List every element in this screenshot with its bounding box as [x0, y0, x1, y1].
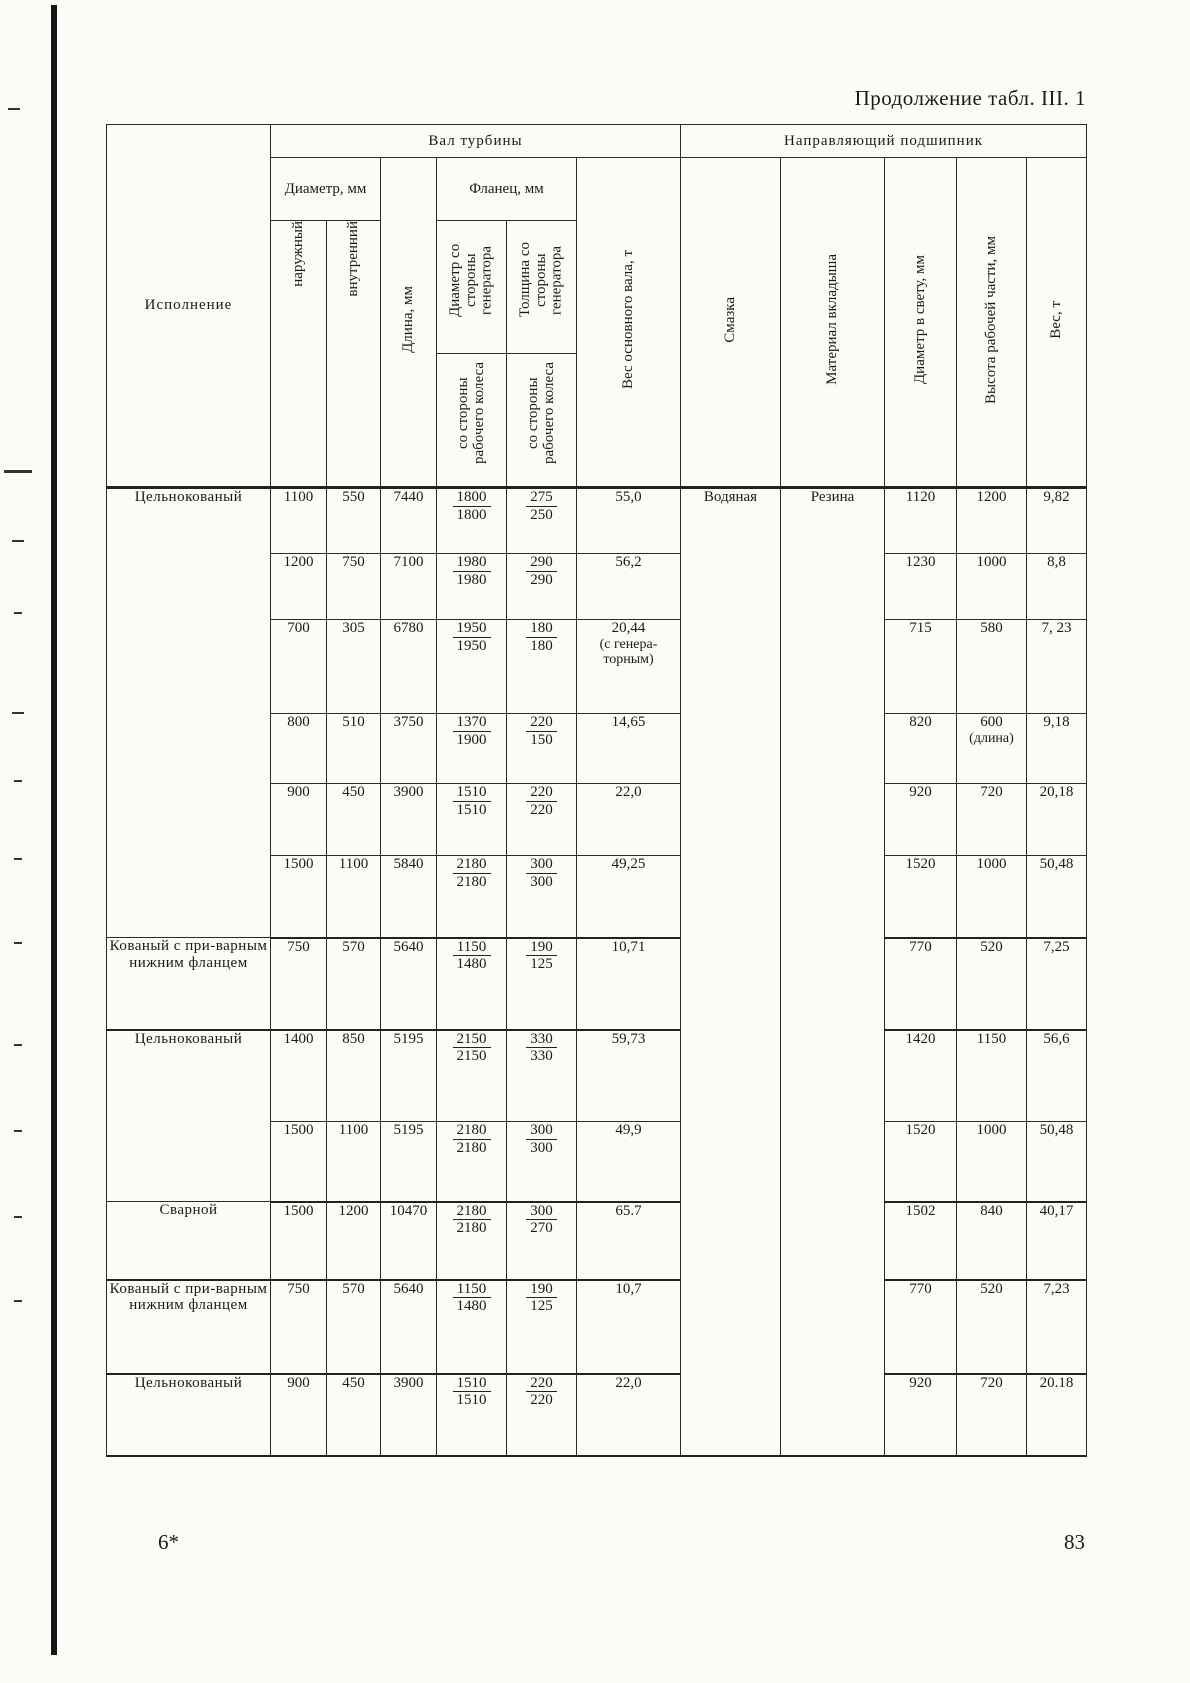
- header-ves-label: Вес, т: [1047, 300, 1064, 339]
- fraction-denominator: 250: [530, 506, 553, 523]
- cell-ves-vala: [577, 1122, 681, 1202]
- cell-naruzhny: 1400: [271, 1030, 327, 1122]
- cell-dlina: 5840: [381, 856, 437, 938]
- vysota-value: 1200: [976, 489, 1007, 505]
- ves-vala-value: 22,0: [615, 784, 642, 800]
- cell-flanets-tolshchina: [507, 1202, 577, 1280]
- cell-vysota: [957, 620, 1027, 714]
- ves-vala-value: 49,25: [611, 856, 646, 872]
- cell-vysota: [957, 714, 1027, 784]
- fraction-denominator: 270: [530, 1220, 553, 1237]
- fraction-denominator: 150: [530, 731, 553, 748]
- cell-vysota: [957, 1280, 1027, 1374]
- header-diam-gen: [437, 221, 507, 354]
- cell-ispolnenie: Цельнокованый: [107, 1030, 271, 1202]
- fraction-numerator: 300: [526, 1203, 557, 1221]
- cell-vysota: [957, 1374, 1027, 1456]
- margin-mark: [14, 1216, 22, 1218]
- cell-flanets-diametr: [437, 784, 507, 856]
- cell-ves-vala: [577, 1202, 681, 1280]
- fraction: [453, 1031, 491, 1066]
- cell-ves-vala: [577, 1374, 681, 1456]
- cell-vnutrenniy: 570: [327, 1280, 381, 1374]
- cell-dlina: 7440: [381, 488, 437, 554]
- cell-ves-vala: [577, 554, 681, 620]
- cell-naruzhny: 1500: [271, 1122, 327, 1202]
- ves-vala-value: 55,0: [615, 489, 642, 505]
- margin-mark: [14, 612, 22, 614]
- fraction-denominator: 125: [530, 1298, 553, 1315]
- margin-mark: [14, 1130, 22, 1132]
- fraction-numerator: 275: [526, 489, 557, 507]
- cell-flanets-diametr: [437, 1374, 507, 1456]
- fraction-numerator: 1510: [453, 784, 491, 802]
- cell-naruzhny: 700: [271, 620, 327, 714]
- fraction: [526, 554, 557, 589]
- fraction: [526, 489, 557, 524]
- header-napr-podshipnik: Направляющий подшипник: [681, 125, 1087, 158]
- fraction-numerator: 290: [526, 554, 557, 572]
- fraction-numerator: 300: [526, 1122, 557, 1140]
- cell-naruzhny: 750: [271, 1280, 327, 1374]
- fraction-denominator: 1480: [456, 956, 487, 973]
- fraction: [453, 620, 491, 655]
- cell-dlina: 6780: [381, 620, 437, 714]
- cell-ispolnenie: Цельнокованый: [107, 1374, 271, 1456]
- header-vnutrenniy-label: внутренний: [344, 221, 361, 297]
- fraction: [526, 1281, 557, 1316]
- margin-mark: [4, 470, 32, 473]
- margin-mark: [14, 1300, 22, 1302]
- fraction-denominator: 1900: [456, 731, 487, 748]
- fraction: [526, 939, 557, 974]
- header-tolsh-gen-label: Толщина со стороны генератора: [516, 242, 565, 318]
- fraction: [526, 1203, 557, 1238]
- cell-dlina: 3900: [381, 1374, 437, 1456]
- fraction: [453, 784, 491, 819]
- cell-dlina: 3900: [381, 784, 437, 856]
- cell-flanets-tolshchina: [507, 1122, 577, 1202]
- margin-mark: [14, 1044, 22, 1046]
- fraction: [526, 1122, 557, 1157]
- table-row: [107, 938, 1087, 1030]
- cell-vysota: [957, 1202, 1027, 1280]
- vysota-value: 1000: [976, 856, 1007, 872]
- header-material-label: Материал вкладыша: [823, 254, 840, 385]
- fraction-numerator: 1150: [453, 1281, 491, 1299]
- fraction-numerator: 1150: [453, 939, 491, 957]
- cell-naruzhny: 1500: [271, 856, 327, 938]
- cell-smazka: Водяная: [681, 488, 781, 1456]
- header-smazka-label: Смазка: [721, 296, 738, 343]
- vysota-value: 1150: [976, 1030, 1007, 1047]
- fraction: [453, 856, 491, 891]
- fraction: [453, 554, 491, 589]
- cell-ves: 20.18: [1027, 1374, 1087, 1456]
- cell-flanets-diametr: [437, 488, 507, 554]
- fraction: [526, 784, 557, 819]
- cell-dlina: 5640: [381, 1280, 437, 1374]
- ves-vala-value: 10,71: [611, 938, 646, 955]
- cell-ves: 9,18: [1027, 714, 1087, 784]
- cell-flanets-tolshchina: [507, 856, 577, 938]
- fraction-denominator: 2180: [456, 1220, 487, 1237]
- cell-ispolnenie: Кованый с при-варным нижним фланцем: [107, 938, 271, 1030]
- cell-vnutrenniy: 570: [327, 938, 381, 1030]
- fraction-denominator: 1510: [456, 1392, 487, 1409]
- header-ves-vala-label: Вес основного вала, т: [619, 250, 636, 390]
- header-rk-2: [507, 354, 577, 488]
- cell-diam-svetu: 920: [885, 1374, 957, 1456]
- cell-flanets-diametr: [437, 714, 507, 784]
- ves-vala-value: 14,65: [611, 714, 646, 730]
- cell-flanets-tolshchina: [507, 714, 577, 784]
- vysota-value: 520: [980, 938, 1003, 955]
- vysota-value: 840: [980, 1202, 1003, 1219]
- fraction-denominator: 2180: [456, 873, 487, 890]
- fraction-numerator: 2150: [453, 1031, 491, 1049]
- fraction: [453, 1203, 491, 1238]
- header-flanets: Фланец, мм: [437, 158, 577, 221]
- cell-ves: 50,48: [1027, 856, 1087, 938]
- fraction-denominator: 1980: [456, 571, 487, 588]
- header-naruzhny: [271, 221, 327, 488]
- header-dlina: [381, 158, 437, 488]
- cell-ves: 56,6: [1027, 1030, 1087, 1122]
- page-binding-edge: [51, 5, 57, 1655]
- cell-flanets-tolshchina: [507, 1280, 577, 1374]
- vysota-note: (длина): [969, 730, 1014, 746]
- cell-vnutrenniy: 1200: [327, 1202, 381, 1280]
- cell-naruzhny: 900: [271, 784, 327, 856]
- header-rk-1: [437, 354, 507, 488]
- table-row: [107, 1280, 1087, 1374]
- cell-vnutrenniy: 1100: [327, 1122, 381, 1202]
- fraction-denominator: 1950: [456, 637, 487, 654]
- header-rk-1-label: со стороны рабочего колеса: [454, 362, 487, 464]
- fraction-denominator: 220: [530, 1392, 553, 1409]
- header-smazka: [681, 158, 781, 488]
- fraction-numerator: 1950: [453, 620, 491, 638]
- cell-dlina: 5640: [381, 938, 437, 1030]
- cell-flanets-diametr: [437, 938, 507, 1030]
- fraction: [526, 1375, 557, 1410]
- ves-vala-value: 56,2: [615, 554, 642, 570]
- cell-naruzhny: 1500: [271, 1202, 327, 1280]
- fraction-numerator: 2180: [453, 1203, 491, 1221]
- cell-vysota: [957, 488, 1027, 554]
- fraction-denominator: 220: [530, 801, 553, 818]
- cell-naruzhny: 900: [271, 1374, 327, 1456]
- cell-naruzhny: 1200: [271, 554, 327, 620]
- table-row: [107, 1202, 1087, 1280]
- cell-diam-svetu: 1230: [885, 554, 957, 620]
- table-caption: Продолжение табл. III. 1: [854, 86, 1086, 110]
- header-dlina-label: Длина, мм: [399, 286, 416, 354]
- cell-naruzhny: 750: [271, 938, 327, 1030]
- cell-diam-svetu: 1520: [885, 856, 957, 938]
- cell-diam-svetu: 1502: [885, 1202, 957, 1280]
- data-table: [106, 124, 1087, 1457]
- header-vnutrenniy: [327, 221, 381, 488]
- cell-vnutrenniy: 305: [327, 620, 381, 714]
- cell-diam-svetu: 1420: [885, 1030, 957, 1122]
- header-naruzhny-label: наружный: [289, 221, 306, 287]
- vysota-value: 580: [980, 620, 1003, 636]
- cell-flanets-diametr: [437, 554, 507, 620]
- ves-vala-value: 59,73: [611, 1030, 646, 1047]
- cell-dlina: 7100: [381, 554, 437, 620]
- fraction: [453, 1375, 491, 1410]
- fraction-numerator: 220: [526, 714, 557, 732]
- cell-ves: 8,8: [1027, 554, 1087, 620]
- ves-vala-note: (с генера-торным): [599, 636, 658, 668]
- cell-vysota: [957, 554, 1027, 620]
- fraction-numerator: 220: [526, 1375, 557, 1393]
- cell-flanets-diametr: [437, 1122, 507, 1202]
- cell-naruzhny: 1100: [271, 488, 327, 554]
- cell-flanets-tolshchina: [507, 488, 577, 554]
- fraction-denominator: 1800: [456, 506, 487, 523]
- cell-vnutrenniy: 850: [327, 1030, 381, 1122]
- cell-ves: 7, 23: [1027, 620, 1087, 714]
- fraction-denominator: 290: [530, 571, 553, 588]
- cell-flanets-tolshchina: [507, 1030, 577, 1122]
- fraction: [453, 939, 491, 974]
- cell-ves-vala: [577, 938, 681, 1030]
- cell-diam-svetu: 770: [885, 1280, 957, 1374]
- cell-ves-vala: [577, 488, 681, 554]
- cell-vnutrenniy: 450: [327, 1374, 381, 1456]
- cell-dlina: 5195: [381, 1030, 437, 1122]
- cell-dlina: 10470: [381, 1202, 437, 1280]
- fraction-denominator: 300: [530, 873, 553, 890]
- ves-vala-value: 65.7: [615, 1202, 642, 1219]
- cell-flanets-diametr: [437, 1280, 507, 1374]
- cell-flanets-tolshchina: [507, 620, 577, 714]
- cell-vysota: [957, 856, 1027, 938]
- cell-ves-vala: [577, 1030, 681, 1122]
- fraction-numerator: 190: [526, 1281, 557, 1299]
- cell-ves-vala: [577, 856, 681, 938]
- fraction: [453, 1122, 491, 1157]
- header-ispolnenie: Исполнение: [107, 125, 271, 488]
- cell-ves: 7,25: [1027, 938, 1087, 1030]
- cell-vnutrenniy: 510: [327, 714, 381, 784]
- cell-ves-vala: [577, 620, 681, 714]
- cell-diam-svetu: 1520: [885, 1122, 957, 1202]
- table-row: [107, 1030, 1087, 1122]
- ves-vala-value: 10,7: [615, 1280, 642, 1297]
- cell-dlina: 5195: [381, 1122, 437, 1202]
- vysota-value: 720: [980, 1374, 1003, 1391]
- cell-ispolnenie: Цельнокованый: [107, 488, 271, 938]
- fraction-numerator: 2180: [453, 1122, 491, 1140]
- vysota-value: 520: [980, 1280, 1003, 1297]
- margin-mark: [14, 780, 22, 782]
- fraction-numerator: 330: [526, 1031, 557, 1049]
- fraction: [526, 856, 557, 891]
- fraction-denominator: 1510: [456, 801, 487, 818]
- header-tolsh-gen: [507, 221, 577, 354]
- cell-vysota: [957, 784, 1027, 856]
- cell-vnutrenniy: 550: [327, 488, 381, 554]
- fraction: [453, 714, 491, 749]
- table-row: [107, 488, 1087, 554]
- header-diam-svetu: [885, 158, 957, 488]
- fraction-numerator: 300: [526, 856, 557, 874]
- cell-material: Резина: [781, 488, 885, 1456]
- fraction-denominator: 2150: [456, 1048, 487, 1065]
- cell-ispolnenie: Кованый с при-варным нижним фланцем: [107, 1280, 271, 1374]
- cell-ves: 20,18: [1027, 784, 1087, 856]
- header-material: [781, 158, 885, 488]
- fraction-denominator: 125: [530, 956, 553, 973]
- cell-flanets-tolshchina: [507, 554, 577, 620]
- page-number: 83: [1064, 1530, 1085, 1554]
- fraction: [453, 489, 491, 524]
- fraction: [453, 1281, 491, 1316]
- fraction-numerator: 2180: [453, 856, 491, 874]
- fraction-denominator: 330: [530, 1048, 553, 1065]
- ves-vala-value: 49,9: [615, 1122, 642, 1138]
- cell-flanets-tolshchina: [507, 784, 577, 856]
- fraction-numerator: 1980: [453, 554, 491, 572]
- header-diam-svetu-label: Диаметр в свету, мм: [911, 255, 928, 385]
- vysota-value: 1000: [976, 1122, 1007, 1138]
- cell-ves-vala: [577, 784, 681, 856]
- cell-flanets-diametr: [437, 620, 507, 714]
- fraction-numerator: 220: [526, 784, 557, 802]
- table-row: [107, 1374, 1087, 1456]
- cell-diam-svetu: 715: [885, 620, 957, 714]
- fraction: [526, 714, 557, 749]
- margin-mark: [14, 942, 22, 944]
- margin-mark: [12, 712, 24, 714]
- header-vysota-label: Высота рабочей части, мм: [982, 235, 999, 404]
- cell-dlina: 3750: [381, 714, 437, 784]
- fraction-numerator: 190: [526, 939, 557, 957]
- cell-flanets-diametr: [437, 856, 507, 938]
- cell-vysota: [957, 938, 1027, 1030]
- fraction-denominator: 2180: [456, 1139, 487, 1156]
- cell-diam-svetu: 920: [885, 784, 957, 856]
- fraction-numerator: 1800: [453, 489, 491, 507]
- cell-diam-svetu: 770: [885, 938, 957, 1030]
- fraction-numerator: 180: [526, 620, 557, 638]
- fraction-numerator: 1510: [453, 1375, 491, 1393]
- cell-vnutrenniy: 450: [327, 784, 381, 856]
- fraction: [526, 1031, 557, 1066]
- header-rk-2-label: со стороны рабочего колеса: [524, 362, 557, 464]
- fraction: [526, 620, 557, 655]
- cell-ves: 7,23: [1027, 1280, 1087, 1374]
- cell-ves: 40,17: [1027, 1202, 1087, 1280]
- header-vysota: [957, 158, 1027, 488]
- vysota-value: 600: [980, 714, 1003, 730]
- header-diametr-label: Диаметр, мм: [284, 180, 367, 197]
- cell-diam-svetu: 820: [885, 714, 957, 784]
- vysota-value: 1000: [976, 554, 1007, 570]
- cell-naruzhny: 800: [271, 714, 327, 784]
- fraction-denominator: 300: [530, 1139, 553, 1156]
- cell-flanets-diametr: [437, 1030, 507, 1122]
- cell-flanets-tolshchina: [507, 1374, 577, 1456]
- margin-mark: [12, 540, 24, 542]
- cell-vnutrenniy: 750: [327, 554, 381, 620]
- cell-ves-vala: [577, 714, 681, 784]
- header-ves-vala: [577, 158, 681, 488]
- cell-ves-vala: [577, 1280, 681, 1374]
- cell-ves: 9,82: [1027, 488, 1087, 554]
- margin-mark: [8, 108, 20, 110]
- cell-vysota: [957, 1030, 1027, 1122]
- fraction-denominator: 1480: [456, 1298, 487, 1315]
- cell-diam-svetu: 1120: [885, 488, 957, 554]
- header-ves: [1027, 158, 1087, 488]
- cell-flanets-diametr: [437, 1202, 507, 1280]
- ves-vala-value: 22,0: [615, 1374, 642, 1391]
- header-diam-gen-label: Диаметр со стороны генератора: [446, 243, 495, 317]
- fraction-numerator: 1370: [453, 714, 491, 732]
- fraction-denominator: 180: [530, 637, 553, 654]
- header-val-turbiny: Вал турбины: [271, 125, 681, 158]
- vysota-value: 720: [980, 784, 1003, 800]
- cell-ves: 50,48: [1027, 1122, 1087, 1202]
- footer-signature-mark: 6*: [158, 1530, 179, 1554]
- table-header: [107, 125, 1087, 488]
- header-diametr: [271, 158, 381, 221]
- margin-mark: [14, 858, 22, 860]
- ves-vala-value: 20,44: [611, 620, 646, 636]
- cell-ispolnenie: Сварной: [107, 1202, 271, 1280]
- cell-vnutrenniy: 1100: [327, 856, 381, 938]
- table-body: [107, 488, 1087, 1456]
- cell-vysota: [957, 1122, 1027, 1202]
- cell-flanets-tolshchina: [507, 938, 577, 1030]
